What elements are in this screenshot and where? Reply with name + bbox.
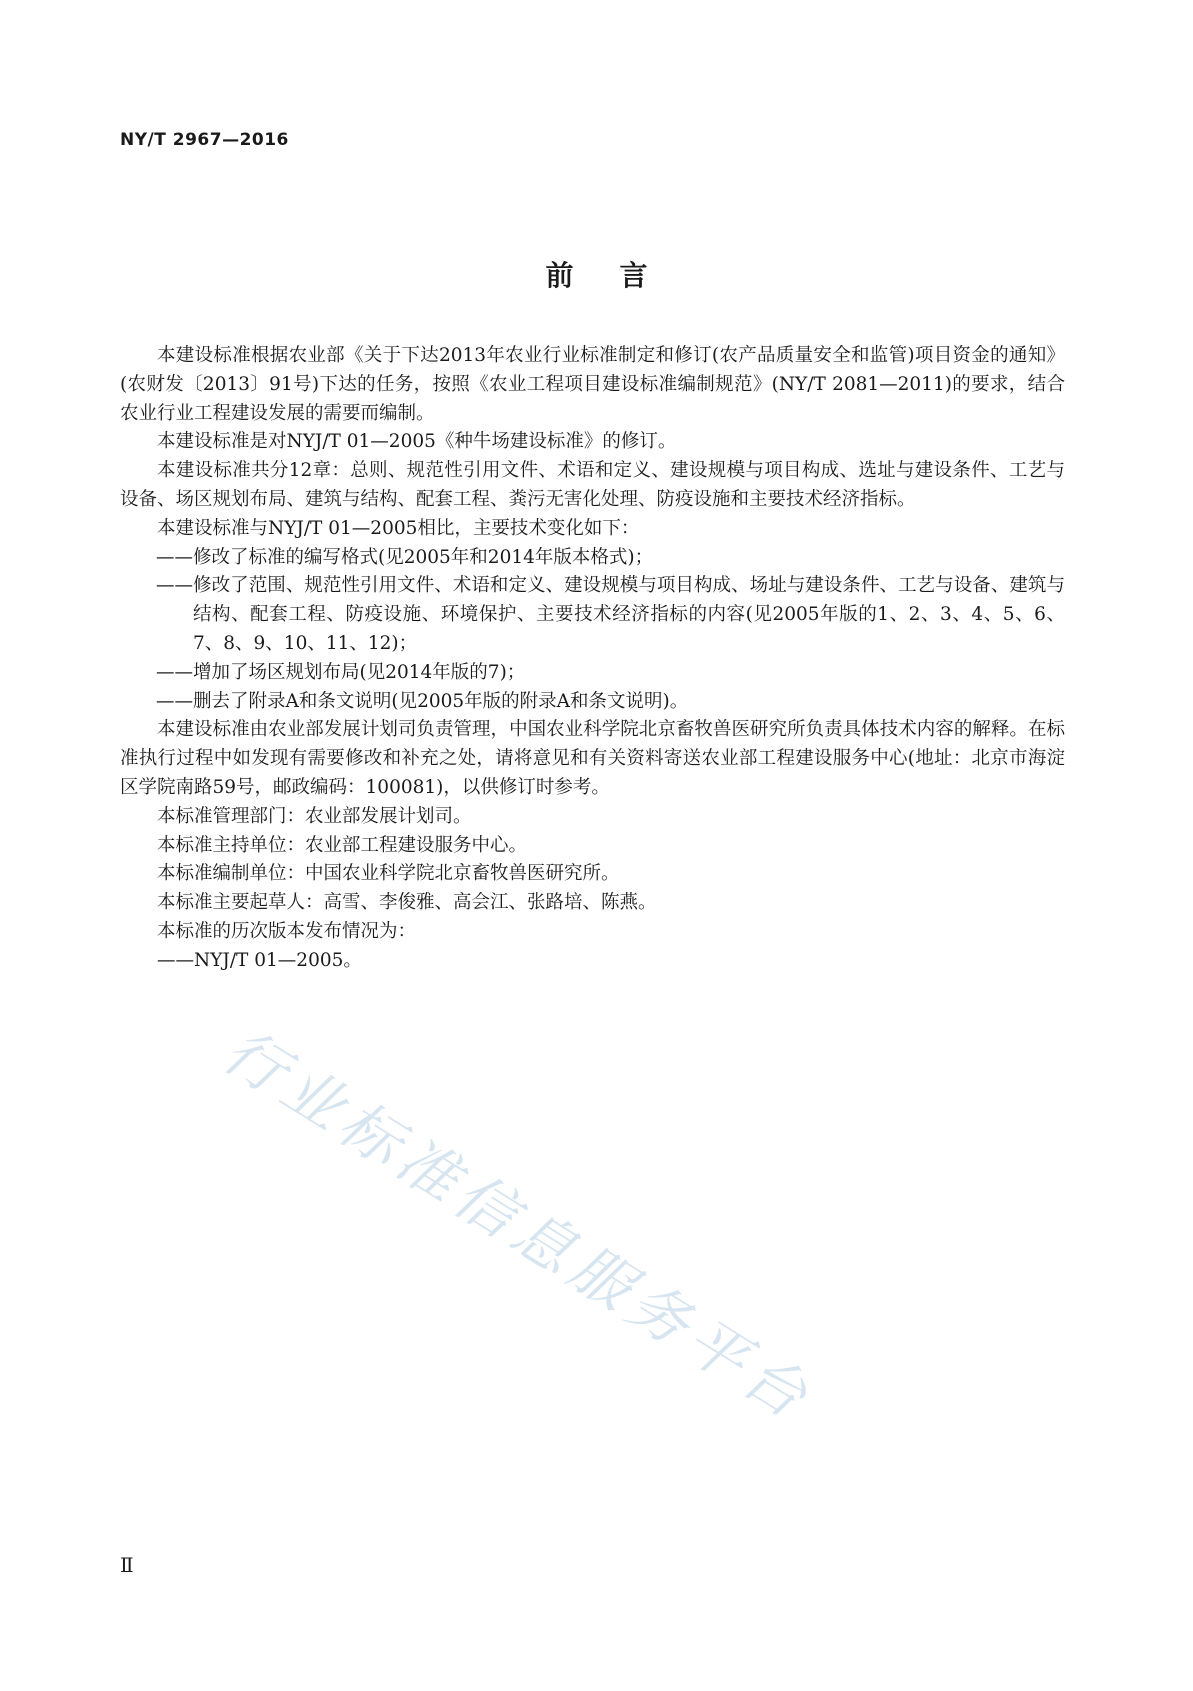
paragraph-basis: 本建设标准根据农业部《关于下达2013年农业行业标准制定和修订(农产品质量安全和监管)项目资金的通知》(农财发〔2013〕91号)下达的任务，按照《农业工程项目建设标准编制规范》(NY/T 2081—2011)的要求，结合农业行业工程建设发展的需要而编制。 (120, 345, 1065, 424)
history-item: ——NYJ/T 01—2005。 (157, 949, 362, 971)
watermark: 行业标准信息服务平台 (211, 1016, 825, 1436)
change-item-format: ——修改了标准的编写格式(见2005年和2014年版本格式)； (156, 546, 654, 568)
paragraph-management: 本建设标准由农业部发展计划司负责管理，中国农业科学院北京畜牧兽医研究所负责具体技术内容的解释。在标准执行过程中如发现有需要修改和补充之处，请将意见和有关资料寄送农业部工程建设服务中心(地址：北京市海淀区学院南路59号，邮政编码：100081)，以供修订时参考。 (120, 719, 1065, 798)
paragraph-drafting-unit: 本标准编制单位：中国农业科学院北京畜牧兽医研究所。 (157, 863, 620, 885)
paragraph-host-unit: 本标准主持单位：农业部工程建设服务中心。 (157, 834, 528, 856)
paragraph-department: 本标准管理部门：农业部发展计划司。 (157, 805, 472, 827)
paragraph-history-intro: 本标准的历次版本发布情况为： (157, 920, 417, 942)
paragraph-drafters: 本标准主要起草人：高雪、李俊雅、高会江、张路培、陈燕。 (157, 892, 657, 914)
page-number: Ⅱ (120, 1553, 134, 1577)
paragraph-revision: 本建设标准是对NYJ/T 01—2005《种牛场建设标准》的修订。 (157, 431, 677, 453)
foreword-body (120, 342, 1065, 976)
change-item-content: ——修改了范围、规范性引用文件、术语和定义、建设规模与项目构成、场址与建设条件、工艺与设备、建筑与结构、配套工程、防疫设施、环境保护、主要技术经济指标的内容(见2005年版的1、2、3、4、5、6、7、8、9、10、11、12)； (156, 575, 1065, 654)
paragraph-chapters: 本建设标准共分12章：总则、规范性引用文件、术语和定义、建设规模与项目构成、选址与建设条件、工艺与设备、场区规划布局、建筑与结构、配套工程、粪污无害化处理、防疫设施和主要技术经济指标。 (120, 460, 1065, 510)
paragraph-changes-intro: 本建设标准与NYJ/T 01—2005相比，主要技术变化如下： (157, 517, 640, 539)
change-item-layout: ——增加了场区规划布局(见2014年版的7)； (156, 661, 526, 683)
page-title: 前言 (545, 259, 694, 292)
standard-code: NY/T 2967—2016 (120, 130, 289, 150)
change-item-appendix: ——删去了附录A和条文说明(见2005年版的附录A和条文说明)。 (156, 690, 689, 712)
